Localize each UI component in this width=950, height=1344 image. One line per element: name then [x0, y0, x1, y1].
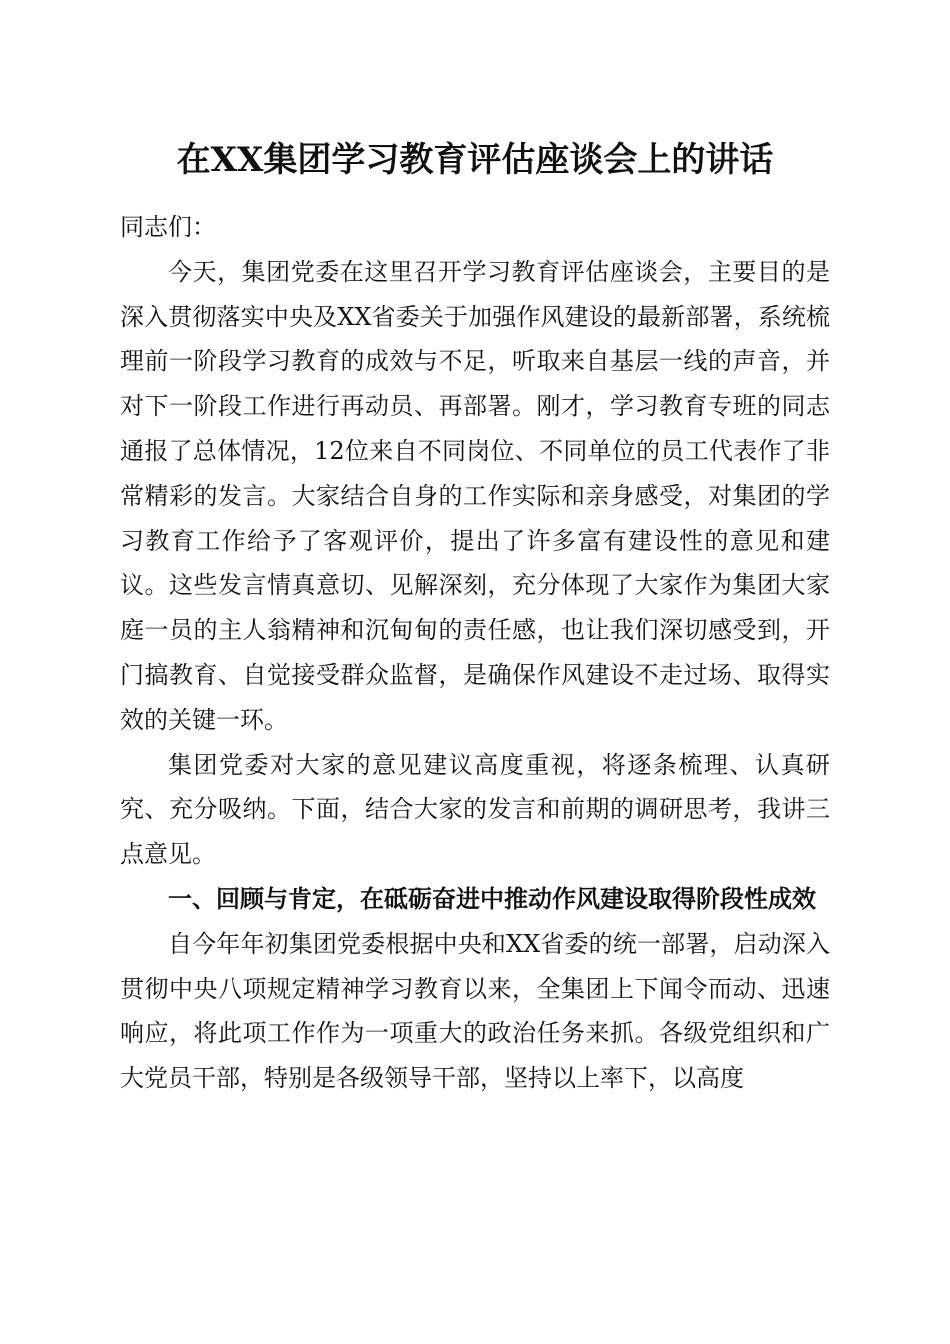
- salutation: 同志们：: [120, 213, 216, 241]
- paragraph-section-1: 自今年年初集团党委根据中央和XX省委的统一部署，启动深入贯彻中央八项规定精神学习教育以来，全集团上下闻令而动、迅速响应，将此项工作作为一项重大的政治任务来抓。各级党组织和广大党员干部，特别是各级领导干部，坚持以上率下，以高度: [120, 929, 830, 1093]
- paragraph-intro-points: 集团党委对大家的意见建议高度重视，将逐条梳理、认真研究、充分吸纳。下面，结合大家的发言和前期的调研思考，我讲三点意见。: [120, 750, 830, 869]
- document-title: 在XX集团学习教育评估座谈会上的讲话: [176, 140, 774, 180]
- section-heading-1: 一、回顾与肯定，在砥砺奋进中推动作风建设取得阶段性成效: [168, 884, 816, 913]
- document-body: [120, 205, 830, 1101]
- paragraph-opening: 今天，集团党委在这里召开学习教育评估座谈会，主要目的是深入贯彻落实中央及XX省委关于加强作风建设的最新部署，系统梳理前一阶段学习教育的成效与不足，听取来自基层一线的声音，并对下一阶段工作进行再动员、再部署。刚才，学习教育专班的同志通报了总体情况，12位来自不同岗位、不同单位的员工代表作了非常精彩的发言。大家结合自身的工作实际和亲身感受，对集团的学习教育工作给予了客观评价，提出了许多富有建设性的意见和建议。这些发言情真意切、见解深刻，充分体现了大家作为集团大家庭一员的主人翁精神和沉甸甸的责任感，也让我们深切感受到，开门搞教育、自觉接受群众监督，是确保作风建设不走过场、取得实效的关键一环。: [120, 257, 830, 734]
